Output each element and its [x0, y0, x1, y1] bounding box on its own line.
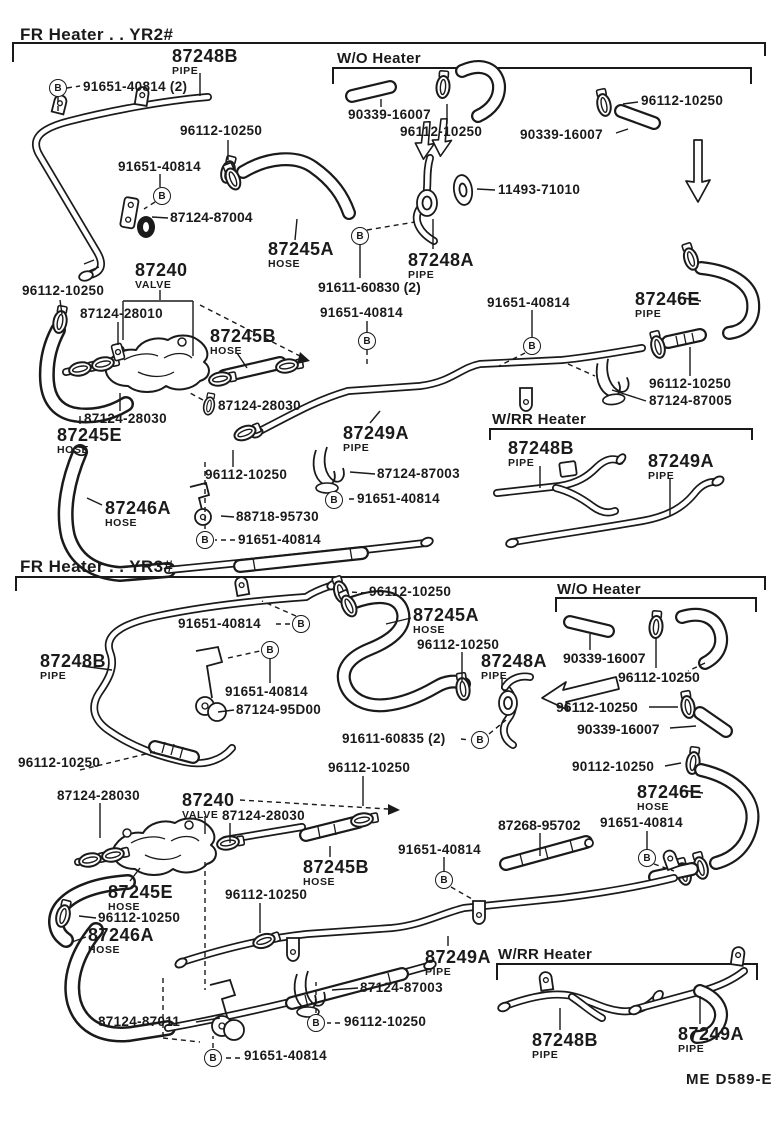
part-label-87124-28030: 87124-28030 [222, 808, 305, 823]
part-type-label: PIPE [343, 442, 370, 454]
part-label-91651-40814: 91651-40814 [357, 491, 440, 506]
bolt-symbol-marker: B [196, 531, 214, 549]
part-label-91611-60835-2-: 91611-60835 (2) [342, 731, 446, 746]
part-label-88718-95730: 88718-95730 [236, 509, 319, 524]
part-label-87124-87004: 87124-87004 [170, 209, 253, 225]
subsection-title-wo-heater-yr2: W/O Heater [337, 50, 421, 67]
part-label-87124-87011: 87124-87011 [98, 1014, 181, 1029]
part-type-label: PIPE [481, 670, 508, 682]
part-label-11493-71010: 11493-71010 [498, 182, 581, 197]
part-type-label: HOSE [57, 444, 90, 456]
subsection-title-wo-heater-yr3: W/O Heater [557, 581, 641, 598]
bolt-symbol-marker: B [435, 871, 453, 889]
part-label-87248a: 87248A PIPE [408, 250, 475, 281]
part-label-96112-10250: 96112-10250 [417, 637, 500, 652]
part-label-96112-10250: 96112-10250 [98, 910, 181, 925]
part-label-87268-95702: 87268-95702 [498, 817, 581, 833]
bolt-symbol-marker: B [523, 337, 541, 355]
part-label-91651-40814: 91651-40814 [398, 842, 481, 857]
part-label-96112-10250: 96112-10250 [400, 124, 483, 139]
part-label-91651-40814: 91651-40814 [244, 1048, 327, 1063]
part-type-label: HOSE [210, 345, 243, 357]
bolt-symbol-marker: B [351, 227, 369, 245]
part-label-90339-16007: 90339-16007 [577, 721, 660, 737]
part-type-label: HOSE [88, 944, 121, 956]
part-type-label: PIPE [532, 1049, 559, 1061]
part-label-87249a: 87249A PIPE [678, 1024, 745, 1055]
part-label-87248b: 87248B PIPE [40, 651, 107, 682]
subsection-title-wrr-heater-yr3: W/RR Heater [498, 946, 593, 963]
part-type-label: PIPE [408, 269, 435, 281]
part-label-91651-40814: 91651-40814 [225, 684, 308, 699]
part-label-96112-10250: 96112-10250 [205, 467, 288, 482]
part-label-87245b: 87245B HOSE [303, 857, 370, 888]
part-label-91651-40814: 91651-40814 [238, 532, 321, 547]
bolt-symbol-marker: B [153, 187, 171, 205]
part-type-label: HOSE [268, 258, 301, 270]
part-label-87124-95d00: 87124-95D00 [236, 702, 322, 717]
part-label-96112-10250: 96112-10250 [328, 760, 411, 775]
part-label-87249a: 87249A PIPE [425, 947, 492, 978]
part-label-90112-10250: 90112-10250 [572, 759, 655, 774]
part-type-label: PIPE [425, 966, 452, 978]
part-label-96112-10250: 96112-10250 [369, 584, 452, 599]
part-type-label: HOSE [637, 801, 670, 813]
part-label-87246a: 87246A HOSE [105, 498, 172, 529]
part-label-87245e: 87245E HOSE [57, 425, 123, 456]
part-label-87249a: 87249A PIPE [343, 423, 410, 454]
bolt-symbol-marker: B [292, 615, 310, 633]
part-type-label: PIPE [678, 1043, 705, 1055]
part-type-label: HOSE [303, 876, 336, 888]
part-label-90339-16007: 90339-16007 [348, 107, 431, 122]
part-label-91651-40814: 91651-40814 [320, 305, 403, 320]
part-type-label: HOSE [413, 624, 446, 636]
part-label-96112-10250: 96112-10250 [180, 123, 263, 138]
part-label-91611-60830-2-: 91611-60830 (2) [318, 279, 421, 295]
part-label-90339-16007: 90339-16007 [563, 650, 646, 666]
part-label-91651-40814: 91651-40814 [118, 159, 201, 174]
part-type-label: PIPE [172, 65, 199, 77]
part-label-87124-28030: 87124-28030 [57, 788, 140, 803]
part-label-87240: 87240 VALVE [182, 790, 235, 821]
part-label-87248a: 87248A PIPE [481, 651, 548, 682]
part-label-96112-10250: 96112-10250 [22, 283, 105, 298]
part-label-96112-10250: 96112-10250 [618, 669, 700, 685]
part-label-87245a: 87245A HOSE [268, 239, 335, 270]
part-label-87240: 87240 VALVE [135, 260, 188, 291]
part-label-87124-87003: 87124-87003 [377, 466, 460, 481]
part-label-96112-10250: 96112-10250 [641, 93, 724, 108]
bolt-symbol-marker: B [638, 849, 656, 867]
part-type-label: HOSE [105, 517, 138, 529]
bolt-symbol-marker: B [49, 79, 67, 97]
part-label-87248b: 87248B PIPE [532, 1030, 599, 1061]
part-label-87124-87005: 87124-87005 [649, 393, 732, 408]
bolt-symbol-marker: B [325, 491, 343, 509]
part-type-label: PIPE [40, 670, 67, 682]
bolt-symbol-marker: B [261, 641, 279, 659]
part-label-90339-16007: 90339-16007 [520, 127, 603, 142]
part-label-96112-10250: 96112-10250 [556, 699, 638, 715]
part-label-91651-40814: 91651-40814 [178, 616, 261, 631]
part-label-91651-40814: 91651-40814 [487, 295, 570, 310]
part-type-label: PIPE [508, 457, 535, 469]
part-label-87124-87003: 87124-87003 [360, 980, 443, 995]
part-label-87245e: 87245E HOSE [108, 882, 174, 913]
part-label-87124-28010: 87124-28010 [80, 306, 163, 321]
section-title-yr3: FR Heater . . YR3# [20, 557, 174, 576]
part-label-87246e: 87246E HOSE [637, 782, 703, 813]
part-label-87249a: 87249A PIPE [648, 451, 715, 482]
figure-code: ME D589-E [686, 1071, 773, 1088]
part-label-96112-10250: 96112-10250 [18, 755, 101, 770]
part-type-label: HOSE [108, 901, 141, 913]
part-label-87245b: 87245B HOSE [210, 326, 277, 357]
part-label-87124-28030: 87124-28030 [218, 398, 301, 413]
part-label-96112-10250: 96112-10250 [225, 887, 308, 902]
part-type-label: PIPE [648, 470, 675, 482]
bolt-symbol-marker: B [204, 1049, 222, 1067]
bolt-symbol-marker: B [358, 332, 376, 350]
section-title-yr2: FR Heater . . YR2# [20, 25, 174, 44]
bolt-symbol-marker: B [471, 731, 489, 749]
part-type-label: VALVE [182, 809, 219, 821]
bolt-symbol-marker: B [307, 1014, 325, 1032]
part-label-87248b: 87248B PIPE [172, 46, 239, 77]
part-label-96112-10250: 96112-10250 [344, 1014, 427, 1029]
part-label-87246e: 87246E PIPE [635, 289, 701, 320]
part-label-87245a: 87245A HOSE [413, 605, 480, 636]
part-label-91651-40814-2-: 91651-40814 (2) [83, 79, 188, 94]
subsection-title-wrr-heater-yr2: W/RR Heater [492, 411, 587, 428]
part-label-96112-10250: 96112-10250 [649, 376, 732, 391]
part-label-87124-28030: 87124-28030 [84, 411, 167, 426]
part-type-label: PIPE [635, 308, 662, 320]
part-label-91651-40814: 91651-40814 [600, 815, 683, 830]
part-type-label: VALVE [135, 279, 172, 291]
part-label-87248b: 87248B PIPE [508, 438, 575, 469]
part-label-87246a: 87246A HOSE [88, 925, 155, 956]
